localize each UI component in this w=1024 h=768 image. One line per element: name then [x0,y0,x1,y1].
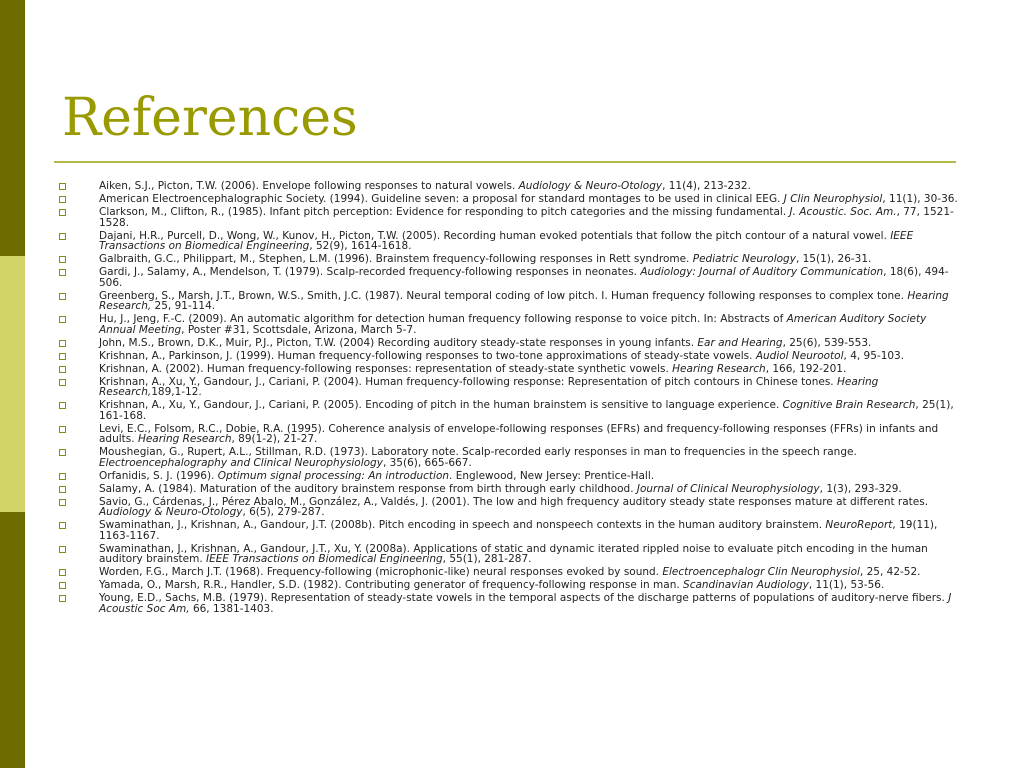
reference-text: , 25, 42-52. [859,566,921,578]
reference-text: Orfanidis, S. J. (1996). [99,469,218,482]
reference-text: , 11(1), 53-56. [808,579,885,591]
reference-text: Swaminathan, J., Krishnan, A., Gandour, J.T. (2008b). Pitch encoding in speech and nonspeech contexts in the human auditory brainstem. [99,519,826,531]
reference-text: , 11(4), 213-232. [662,180,751,192]
reference-text: , 25(1), 161-168. [99,399,954,422]
reference-text: , 11(1), 30-36. [882,193,958,205]
reference-item [56,181,966,192]
title-underline [54,161,956,163]
square-bullet-icon [59,183,66,190]
square-bullet-icon [59,449,66,456]
reference-item [56,580,966,591]
reference-text: Aiken, S.J., Picton, T.W. (2006). Envelope following responses to natural vowels. [99,180,519,192]
reference-text: Yamada, O., Marsh, R.R., Handler, S.D. (1982). Contributing generator of frequency-following response in man. [99,579,684,591]
reference-text: , 19(11), 1163-1167. [99,519,938,542]
reference-source: Cognitive Brain Research [782,399,916,411]
reference-item [56,497,966,518]
reference-source: Scandinavian Audiology [683,579,809,591]
reference-source: Hearing Research, [99,375,879,398]
square-bullet-icon [59,473,66,480]
reference-item [56,267,966,288]
reference-text: Galbraith, G.C., Philippart, M., Stephen, L.M. (1996). Brainstem frequency-following responses in Rett syndrome. [99,253,693,265]
sidebar-band-dark-bottom [0,512,25,768]
reference-text: John, M.S., Brown, D.K., Muir, P.J., Picton, T.W. (2004) Recording auditory steady-state responses in young infants. [99,336,698,349]
reference-text: , 25(6), 539-553. [782,336,872,349]
reference-item [56,484,966,495]
square-bullet-icon [59,353,66,360]
reference-text: Greenberg, S., Marsh, J.T., Brown, W.S., Smith, J.C. (1987). Neural temporal coding of low pitch. I. Human frequency following responses to complex tone. [99,289,908,302]
square-bullet-icon [59,316,66,323]
square-bullet-icon [59,340,66,347]
square-bullet-icon [59,499,66,506]
reference-text: Krishnan, A., Xu, Y., Gandour, J., Cariani, P. (2005). Encoding of pitch in the human brainstem is sensitive to language experience. [99,399,783,411]
reference-text: , 77, 1521-1528. [99,206,954,229]
reference-text: Hu, J., Jeng, F.-C. (2009). An automatic algorithm for detection human frequency following response to voice pitch. In: Abstracts of [99,313,787,325]
reference-text: Gardi, J., Salamy, A., Mendelson, T. (1979). Scalp-recorded frequency-following responses in neonates. [99,266,641,278]
reference-item [56,593,966,614]
reference-text: , 166, 192-201. [765,362,847,375]
square-bullet-icon [59,196,66,203]
reference-item [56,471,966,482]
reference-source: Pediatric Neurology [692,253,796,265]
reference-text: 25, 91-114. [151,300,216,312]
reference-source: J Acoustic Soc Am, [99,592,952,615]
reference-text: Clarkson, M., Clifton, R., (1985). Infant pitch perception: Evidence for responding to pitch categories and the missing fundamental. [99,206,790,218]
reference-item [56,447,966,468]
slide-title: References [62,88,358,148]
reference-item [56,567,966,578]
reference-text: , 6(5), 279-287. [242,506,325,518]
reference-text: Krishnan, A., Xu, Y., Gandour, J., Cariani, P. (2004). Human frequency-following response: Representation of pitch contours in Chinese tones. [99,375,837,388]
reference-text: , Poster #31, Scottsdale, Arizona, March 5-7. [181,323,417,336]
reference-text: Swaminathan, J., Krishnan, A., Gandour, J.T., Xu, Y. (2008a). Applications of static and dynamic iterated rippled noise to evaluate pitch encoding in the human auditory brainstem. [99,542,928,565]
reference-source: IEEE Transactions on Biomedical Engineering [99,229,914,252]
reference-source: Electroencephalography and Clinical Neurophysiology [99,456,383,469]
reference-item [56,424,966,445]
reference-item [56,364,966,375]
square-bullet-icon [59,379,66,386]
reference-text: Worden, F.G., March J.T. (1968). Frequency-following (microphonic-like) neural responses evoked by sound. [99,566,663,578]
reference-item [56,254,966,265]
reference-item [56,231,966,252]
square-bullet-icon [59,366,66,373]
square-bullet-icon [59,582,66,589]
reference-text: Young, E.D., Sachs, M.B. (1979). Representation of steady-state vowels in the temporal aspects of the discharge patterns of populations of auditory-nerve fibers. [99,592,949,604]
reference-source: J. Acoustic. Soc. Am. [789,206,897,218]
reference-source: Electroencephalogr Clin Neurophysiol [662,566,860,578]
square-bullet-icon [59,546,66,553]
reference-source: Audiology & Neuro-Otology [99,506,243,518]
reference-source: Audiol Neurootol [755,349,844,362]
reference-item [56,351,966,362]
reference-text: 66, 1381-1403. [189,602,274,615]
reference-item [56,520,966,541]
reference-source: Hearing Research [672,362,766,375]
reference-text: Dajani, H.R., Purcell, D., Wong, W., Kunov, H., Picton, T.W. (2005). Recording human evoked potentials that follow the pitch contour of a natural vowel. [99,229,891,242]
sidebar-decoration [0,0,25,768]
reference-text: Krishnan, A., Parkinson, J. (1999). Human frequency-following responses to two-tone approximations of steady-state vowels. [99,349,756,362]
reference-text: Levi, E.C., Folsom, R.C., Dobie, R.A. (1995). Coherence analysis of envelope-following responses (EFRs) and frequency-following responses (FFRs) in infants and adults. [99,422,939,445]
reference-item [56,207,966,228]
square-bullet-icon [59,402,66,409]
square-bullet-icon [59,595,66,602]
reference-text: Savio, G., Cárdenas, J., Pérez Abalo, M., González, A., Valdés, J. (2001). The low and high frequency auditory steady state responses mature at different rates. [99,495,929,508]
square-bullet-icon [59,209,66,216]
reference-text: , 52(9), 1614-1618. [309,240,412,252]
reference-source: IEEE Transactions on Biomedical Engineering [206,553,443,565]
reference-source: Optimum signal processing: An introduction [217,469,450,482]
reference-source: J Clin Neurophysiol [783,193,883,205]
sidebar-band-dark-top [0,0,25,256]
reference-item [56,338,966,349]
reference-text: , 1(3), 293-329. [819,482,902,495]
square-bullet-icon [59,269,66,276]
reference-source: Ear and Hearing [697,336,783,349]
square-bullet-icon [59,522,66,529]
sidebar-band-light [0,256,25,512]
reference-source: American Auditory Society Annual Meeting [99,313,927,336]
reference-source: Journal of Clinical Neurophysiology [636,482,820,495]
square-bullet-icon [59,569,66,576]
reference-source: Hearing Research [137,433,232,445]
reference-text: Salamy, A. (1984). Maturation of the auditory brainstem response from birth through early childhood. [99,482,637,495]
reference-text: American Electroencephalographic Society. (1994). Guideline seven: a proposal for standard montages to be used in clinical EEG. [99,193,784,205]
square-bullet-icon [59,426,66,433]
reference-item [56,400,966,421]
reference-item [56,194,966,205]
reference-text: . Englewood, New Jersey: Prentice-Hall. [449,469,655,482]
reference-item [56,291,966,312]
square-bullet-icon [59,486,66,493]
reference-source: Audiology & Neuro-Otology [518,180,663,192]
reference-text: , 15(1), 26-31. [795,253,872,265]
square-bullet-icon [59,293,66,300]
reference-text: , 35(6), 665-667. [382,456,472,469]
reference-list [56,181,966,617]
reference-item [56,544,966,565]
reference-text: , 55(1), 281-287. [442,553,532,565]
reference-text: Moushegian, G., Rupert, A.L., Stillman, R.D. (1973). Laboratory note. Scalp-recorded early responses in man to frequencies in the speech range. [99,446,857,458]
reference-source: Hearing Research, [99,289,949,312]
square-bullet-icon [59,256,66,263]
reference-text: , 4, 95-103. [843,349,905,362]
reference-source: Audiology: Journal of Auditory Communication [640,266,884,278]
reference-text: , 18(6), 494-506. [99,266,949,289]
reference-text: , 89(1-2), 21-27. [231,433,318,445]
reference-item [56,314,966,335]
reference-item [56,377,966,398]
reference-text: 189,1-12. [151,386,202,398]
reference-text: Krishnan, A. (2002). Human frequency-following responses: representation of steady-state synthetic vowels. [99,362,673,375]
reference-source: NeuroReport [825,519,893,531]
square-bullet-icon [59,233,66,240]
